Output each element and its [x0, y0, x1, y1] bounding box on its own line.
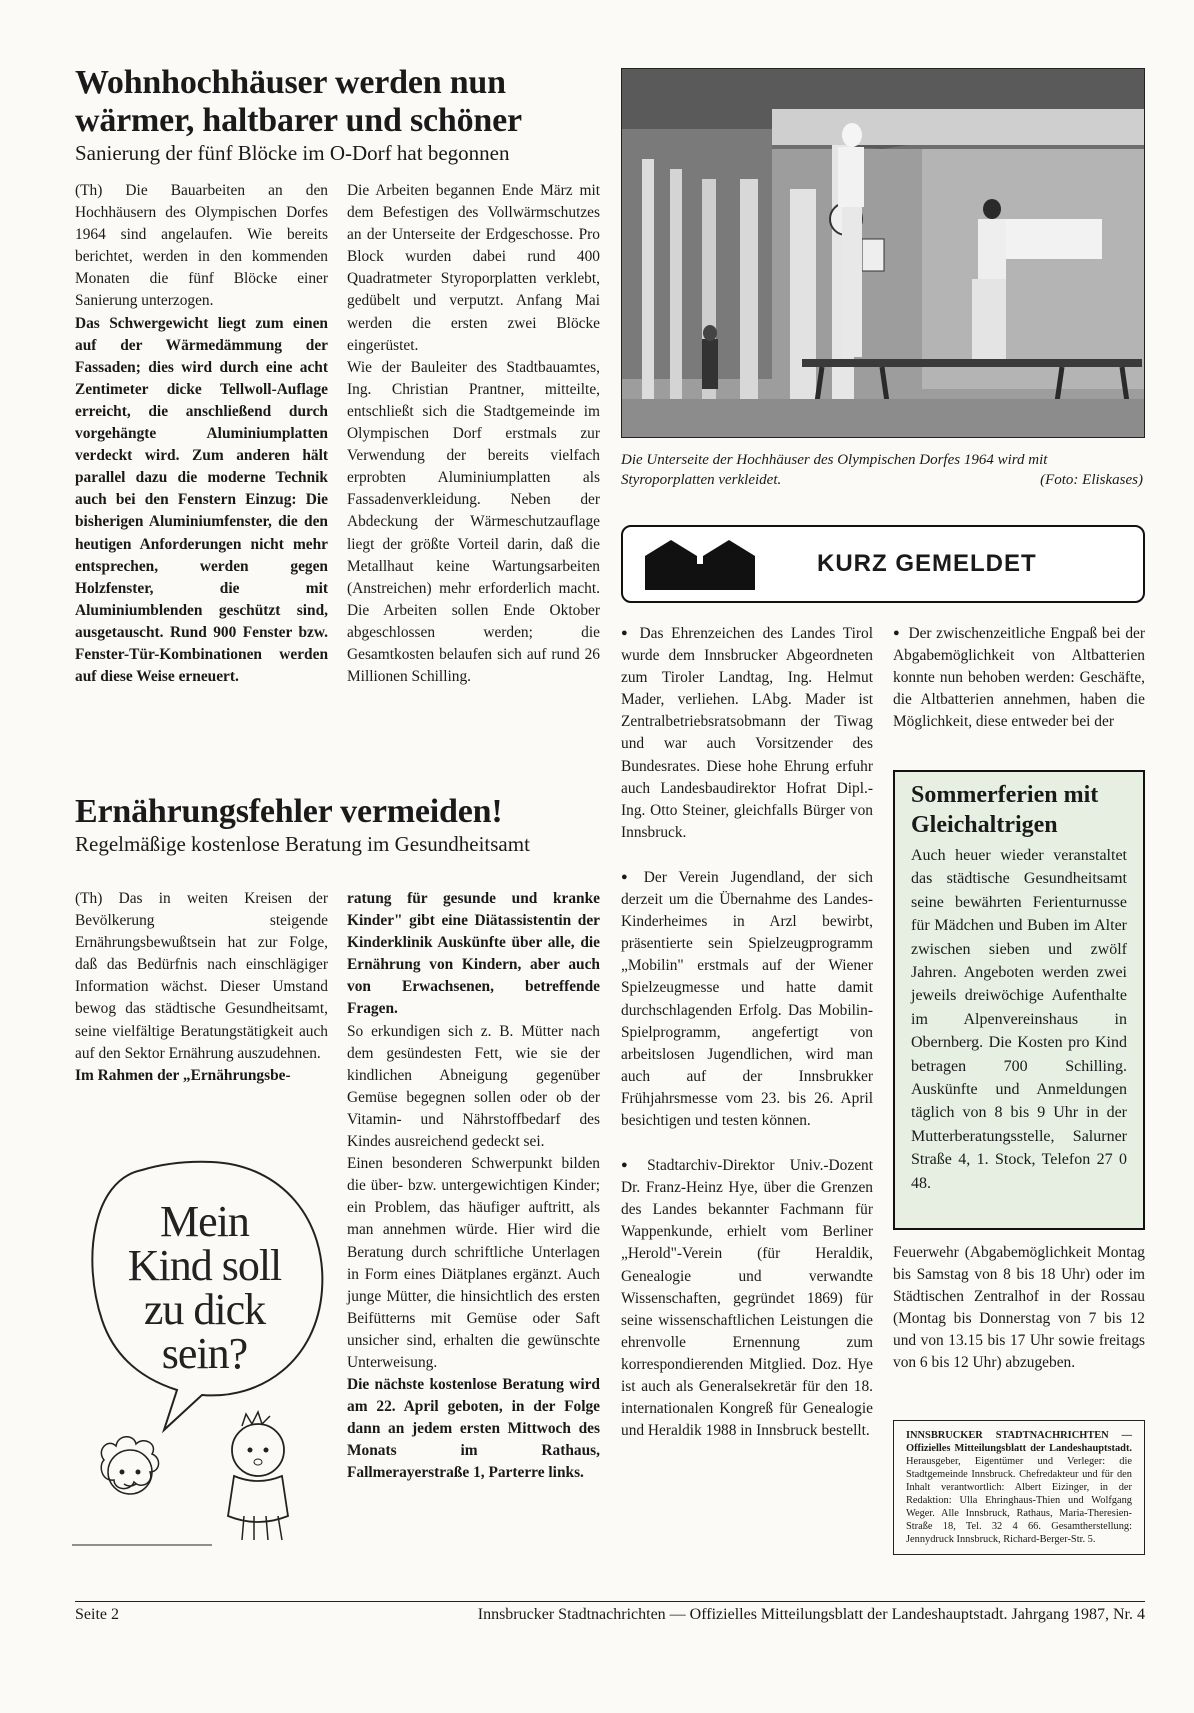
kurz-column-2-top: [893, 622, 1145, 733]
article-1-bold-paragraph: Das Schwergewicht liegt zum einen auf der Wärmedämmung der Fassaden; dies wird durch eine acht Zentimeter dicke Tellwoll-Auflage erreicht, die anschließend durch vorgehängte Aluminiumplatten verdeckt wird. Zum anderen hält parallel dazu die moderne Technik auch bei den Fenstern Einzug: Die bisherigen Aluminiumfenster, die den heutigen Anforderungen nicht mehr entsprechen, werden gegen Holzfenster, die mit Aluminiumblenden geschützt sind, ausgetauscht. Rund 900 Fenster bzw. Fenster-Tür-Kombinationen werden auf diese Weise erneuert.: [75, 314, 328, 686]
footer-page-number: Seite 2: [75, 1606, 119, 1623]
article-2-bold-continuation: ratung für gesunde und kranke Kinder" gibt eine Diätassistentin der Kinderklinik Auskünfte über alle, die Ernährung von Kindern, aber auch von Erwachsenen, betreffende Fragen.: [347, 890, 600, 1018]
photo-credit: (Foto: Eliskases): [1040, 472, 1143, 488]
cartoon-illustration: [72, 1150, 337, 1550]
footer-rule: [75, 1601, 1145, 1602]
article-2-paragraph-2: So erkundigen sich z. B. Mütter nach dem gesündesten Fett, wie sie der kindlichen Abneigung gegenüber Gemüse begegnen sollen oder ob der Vitamin- und Nährstoffbedarf des Kindes ausreichend gedeckt sei.: [347, 1022, 600, 1151]
article-1-intro: (Th) Die Bauarbeiten an den Hochhäusern des Olympischen Dorfes 1964 sind angelaufen. Wie bereits berichtet, werden in den kommenden Monaten die fünf Blöcke einer Sanierung unterzogen.: [75, 182, 328, 310]
footer-publication-line: Innsbrucker Stadtnachrichten — Offizielles Mitteilungsblatt der Landeshauptstadt. Jahrgang 1987, Nr. 4: [477, 1606, 1145, 1623]
kurz-gemeldet-title: KURZ GEMELDET: [817, 550, 1037, 577]
kurz-column-1: [621, 622, 873, 1442]
sommerferien-title-line2: Gleichaltrigen: [911, 812, 1058, 838]
article-2-headline: Ernährungsfehler vermeiden!: [75, 793, 503, 830]
sommerferien-text: Auch heuer wieder veranstaltet das städtische Gesundheitsamt seine bewährten Ferienturnusse für Mädchen und Buben im Alter zwischen sieben und zwölf Jahren. Angeboten werden zwei jeweils dreiwöchige Aufenthalte im Alpenvereinshaus in Obernberg. Die Kosten pro Kind betragen 700 Schilling. Auskünfte und Anmeldungen täglich von 8 bis 9 Uhr in der Mutterberatungsstelle, Salurner Straße 4, 1. Stock, Telefon 27 0 48.: [911, 847, 1127, 1192]
cartoon-speech-line-1: Mein: [160, 1197, 249, 1246]
construction-photo: [621, 68, 1145, 438]
article-2-bold-start: Im Rahmen der „Ernährungsbe-: [75, 1066, 291, 1084]
article-1-subhead: Sanierung der fünf Blöcke im O-Dorf hat begonnen: [75, 141, 510, 165]
cartoon-speech-line-4: sein?: [161, 1329, 248, 1378]
cartoon-speech-line-3: zu dick: [143, 1285, 266, 1334]
kurz-column-2-bottom: [893, 1242, 1145, 1375]
article-1-header: [75, 64, 615, 166]
kurz-item-1: ● Das Ehrenzeichen des Landes Tirol wurde dem Innsbrucker Abgeordneten zum Tiroler Landtag, Ing. Helmut Mader, verliehen. LAbg. Mader ist Zentralbetriebsratsobmann der Tiwag und war auch Vorsitzender des Bundesrates. Diese hohe Ehrung erfuhr auch Landesbaudirektor Hofrat Dipl.-Ing. Otto Steiner, gleichfalls Bürger von Innsbruck.: [621, 622, 873, 844]
article-1-headline-line2: wärmer, haltbarer und schöner: [75, 102, 522, 139]
kurz-item-2: ● Der Verein Jugendland, der sich derzeit um die Übernahme des Landes-Kinderheimes in Arzl bewirbt, präsentierte sein Spielzeugprogramm „Mobilin" erstmals auf der Wiener Spielzeugmesse und hatte damit durchschlagenden Erfolg. Das Mobilin-Spielprogramm, angefertigt von arbeitslosen Jugendlichen, wird man auch auf der Innsbrukker Frühjahrsmesse vom 23. bis 26. April besichtigen und testen können.: [621, 866, 873, 1132]
kurz-item-4-start: ● Der zwischenzeitliche Engpaß bei der Abgabemöglichkeit von Altbatterien konnte nun behoben werden: Geschäfte, die Altbatterien annehmen, haben die Möglichkeit, diese entweder bei der: [893, 622, 1145, 733]
houses-logo-icon: [641, 534, 771, 594]
kurz-gemeldet-banner: [621, 525, 1145, 603]
article-2-column-2: [347, 888, 600, 1485]
article-2-header: [75, 793, 615, 857]
imprint-publication-name: INNSBRUCKER STADTNACHRICHTEN — Offizielles Mitteilungsblatt der Landeshauptstadt.: [906, 1430, 1132, 1454]
cartoon-speech-text: [92, 1197, 317, 1378]
article-2-next-consultation: Die nächste kostenlose Beratung wird am 22. April geboten, in der Folge dann an jedem ersten Mittwoch des Monats im Rathaus, Fallmerayerstraße 1, Parterre links.: [347, 1376, 600, 1482]
kurz-item-4-end: Feuerwehr (Abgabemöglichkeit Montag bis Samstag von 8 bis 18 Uhr) oder im Städtischen Zentralhof in der Rossau (Montag bis Donnerstag von 7 bis 12 und von 13.15 bis 17 Uhr sowie freitags von 6 bis 12 Uhr) abzugeben.: [893, 1244, 1145, 1372]
photo-caption: [621, 450, 1143, 490]
sommerferien-title-line1: Sommerferien mit: [911, 782, 1099, 808]
article-2-paragraph-1: (Th) Das in weiten Kreisen der Bevölkerung steigende Ernährungsbewußtsein hat zur Folge, daß das Bedürfnis nach einschlägiger Information wächst. Dieser Umstand bewog das städtische Gesundheitsamt, seine vielfältige Beratungstätigkeit auch auf den Sektor Ernährung auszudehnen.: [75, 890, 328, 1062]
article-1-column-2: [347, 180, 600, 688]
article-1-column-1: [75, 180, 328, 688]
article-1-paragraph-1: Die Arbeiten begannen Ende März mit dem Befestigen des Vollwärmschutzes an der Unterseite der Erdgeschosse. Pro Block wurden dabei rund 400 Quadratmeter Styroporplatten verklebt, gedübelt und verputzt. Anfang Mai werden die ersten zwei Blöcke eingerüstet.: [347, 182, 600, 354]
imprint-box: [893, 1420, 1145, 1555]
imprint-text: Herausgeber, Eigentümer und Verleger: die Stadtgemeinde Innsbruck. Chefredakteur und für den Inhalt verantwortlich: Albert Eizinger, in der Redaktion: Ulla Ehringhaus-Thien und Wolfgang Weger. Alle Innsbruck, Rathaus, Maria-Theresien-Straße 18, Tel. 32 4 66. Gesamtherstellung: Jennydruck Innsbruck, Richard-Berger-Str. 5.: [906, 1456, 1132, 1545]
article-2-paragraph-3: Einen besonderen Schwerpunkt bilden die über- bzw. untergewichtigen Kinder; ein Problem, das häufiger auftritt, als man annehmen würde. Hier wird die Beratung durch schriftliche Unterlagen in Form eines Diätplanes ergänzt. Auch junge Mütter, die hinsichtlich des ersten Beifütterns mit Gemüse oder Saft unsicher sind, erhalten die gewünschte Unterweisung.: [347, 1155, 600, 1371]
article-1-paragraph-2: Wie der Bauleiter des Stadtbauamtes, Ing. Christian Prantner, mitteilte, entschließt sich die Stadtgemeinde im Olympischen Dorf erstmals zur Verwendung der bereits vielfach erprobten Aluminiumplatten als Fassadenverkleidung. Neben der Abdeckung der Wärmeschutzauflage liegt der größte Vorteil darin, daß die Metallhaut keine Wartungsarbeiten (Anstreichen) mehr erforderlich macht. Die Arbeiten sollen Ende Oktober abgeschlossen werden; die Gesamtkosten belaufen sich auf rund 26 Millionen Schilling.: [347, 358, 600, 686]
article-2-column-1: [75, 888, 328, 1087]
kurz-item-3: ● Stadtarchiv-Direktor Univ.-Dozent Dr. Franz-Heinz Hye, über die Grenzen des Landes bekannter Fachmann für Wappenkunde, erhielt vom Berliner „Herold"-Verein (für Heraldik, Genealogie und verwandte Wissenschaften, gegründet 1869) für seine wissenschaftlichen Leistungen die ehrenvolle Ernennung zum korrespondierenden Mitglied. Doz. Hye ist auch als Generalsekretär für den 18. internationalen Kongreß für Genealogie und Heraldik 1988 in Innsbruck bestellt.: [621, 1154, 873, 1442]
sommerferien-box: [893, 770, 1145, 1230]
photo-caption-text: Die Unterseite der Hochhäuser des Olympischen Dorfes 1964 wird mit Styroporplatten verkleidet.: [621, 452, 1048, 488]
article-1-headline-line1: Wohnhochhäuser werden nun: [75, 64, 506, 101]
construction-photo-image: [622, 69, 1144, 437]
article-2-subhead: Regelmäßige kostenlose Beratung im Gesundheitsamt: [75, 832, 530, 856]
cartoon-speech-line-2: Kind soll: [127, 1241, 282, 1290]
